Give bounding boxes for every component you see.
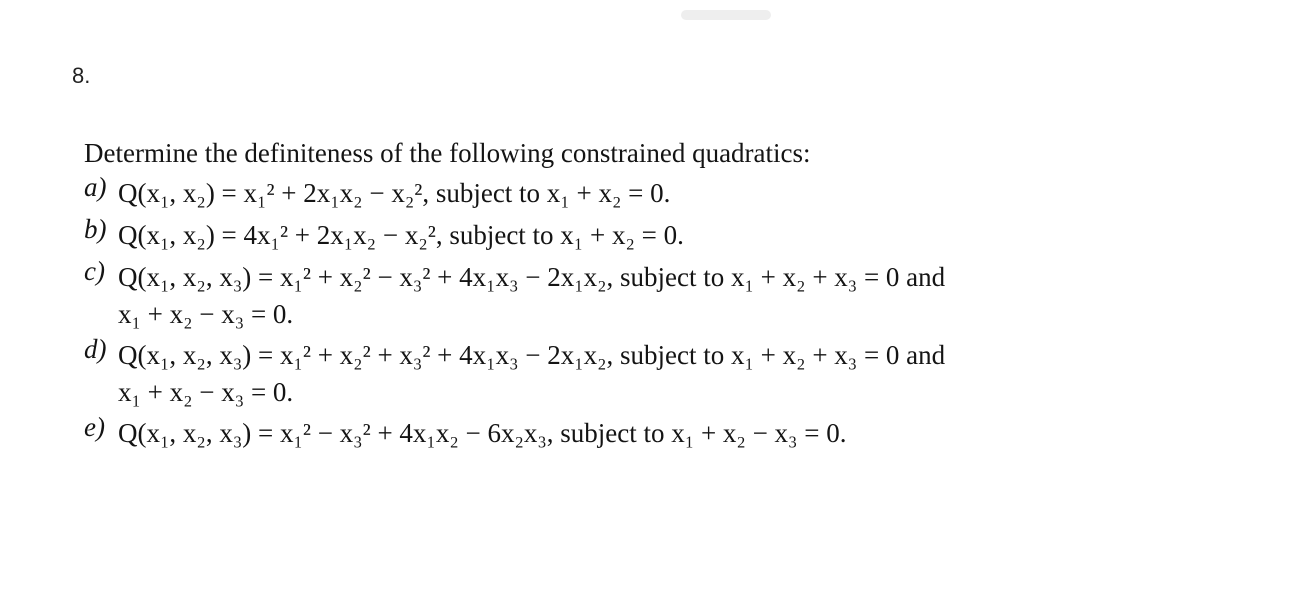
item-a-line-1: Q(x₁, x₂) = x₁² + 2x₁x₂ − x₂², subject to x₁ + x₂ = 0.: [118, 178, 671, 208]
item-e-line-1: Q(x₁, x₂, x₃) = x₁² − x₃² + 4x₁x₂ − 6x₂x₃, subject to x₁ + x₂ − x₃ = 0.: [118, 418, 847, 448]
list-item-b: [84, 214, 1264, 256]
problem-instruction: Determine the definiteness of the following constrained quadratics:: [84, 138, 811, 168]
item-c-line-2: x₁ + x₂ − x₃ = 0.: [118, 299, 294, 329]
item-b-line-1: Q(x₁, x₂) = 4x₁² + 2x₁x₂ − x₂², subject to x₁ + x₂ = 0.: [118, 220, 684, 250]
list-item-e: [84, 412, 1264, 454]
list-item-c: [84, 256, 1264, 334]
list-item-a: [84, 172, 1264, 214]
item-label: d): [84, 334, 107, 364]
top-drag-handle[interactable]: [681, 10, 771, 20]
item-label: b): [84, 214, 107, 244]
item-label: e): [84, 412, 105, 442]
problem-number: 8.: [72, 63, 91, 88]
item-label: a): [84, 172, 107, 202]
item-d-line-1: Q(x₁, x₂, x₃) = x₁² + x₂² + x₃² + 4x₁x₃ − 2x₁x₂, subject to x₁ + x₂ + x₃ = 0 and: [118, 340, 946, 370]
item-c-line-1: Q(x₁, x₂, x₃) = x₁² + x₂² − x₃² + 4x₁x₃ − 2x₁x₂, subject to x₁ + x₂ + x₃ = 0 and: [118, 262, 946, 292]
list-item-d: [84, 334, 1264, 412]
item-label: c): [84, 256, 105, 286]
item-d-line-2: x₁ + x₂ − x₃ = 0.: [118, 377, 294, 407]
problem-body: [84, 134, 1264, 454]
